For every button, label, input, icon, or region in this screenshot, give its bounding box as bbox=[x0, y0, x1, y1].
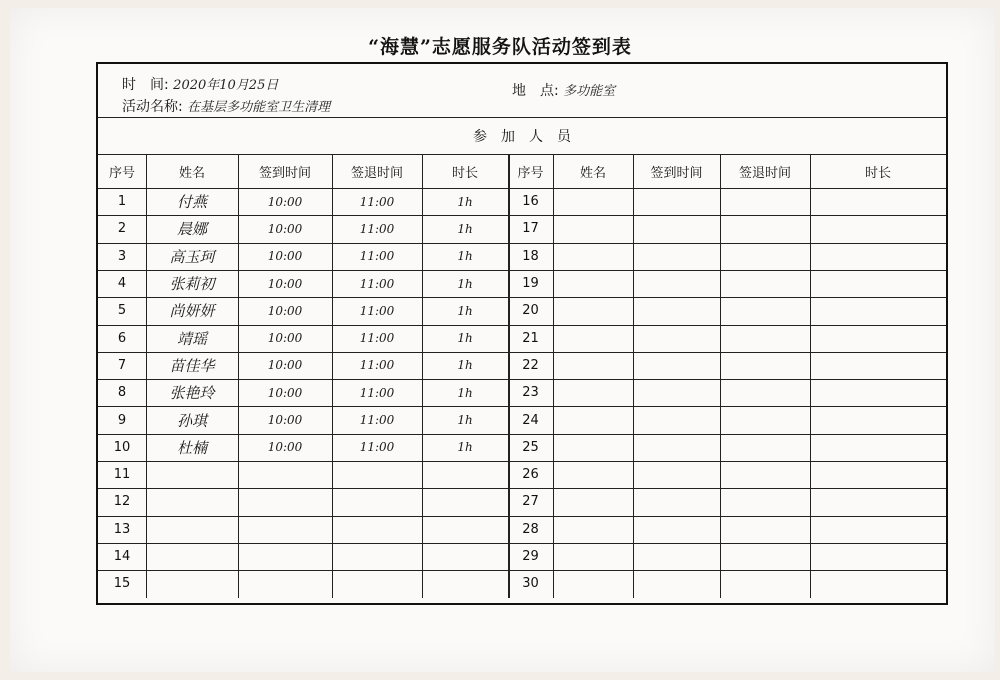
row-number: 11 bbox=[113, 467, 131, 483]
row-number: 22 bbox=[522, 357, 539, 373]
volunteer-name: 尚妍妍 bbox=[169, 302, 215, 321]
signout-time bbox=[332, 516, 422, 543]
signin-time: 10:00 bbox=[267, 276, 303, 291]
row-number: 5 bbox=[117, 303, 127, 319]
volunteer-name: 苗佳华 bbox=[169, 356, 215, 375]
volunteer-name bbox=[146, 488, 238, 515]
row-number: 12 bbox=[113, 494, 131, 510]
duration: 1h bbox=[457, 385, 473, 400]
column-header: 姓名 bbox=[579, 165, 606, 181]
signin-time: 10:00 bbox=[267, 440, 303, 455]
duration: 1h bbox=[457, 358, 473, 373]
volunteer-name: 靖瑶 bbox=[176, 329, 207, 348]
signin-time bbox=[238, 516, 332, 543]
signout-time bbox=[332, 461, 422, 488]
location-field bbox=[512, 80, 615, 100]
activity-value: 在基层多功能室卫生清理 bbox=[187, 100, 331, 115]
row-number: 24 bbox=[522, 412, 539, 428]
time-label: 时 间: bbox=[122, 77, 169, 93]
signout-time: 11:00 bbox=[359, 303, 395, 318]
form-title: “海慧”志愿服务队活动签到表 bbox=[368, 36, 632, 58]
column-header: 姓名 bbox=[178, 165, 205, 181]
signout-time: 11:00 bbox=[359, 358, 395, 373]
row-number: 27 bbox=[522, 494, 539, 510]
volunteer-name bbox=[146, 543, 238, 570]
volunteer-name bbox=[146, 461, 238, 488]
duration: 1h bbox=[457, 413, 473, 428]
signin-time: 10:00 bbox=[267, 303, 303, 318]
volunteer-name bbox=[146, 570, 238, 597]
signin-time bbox=[238, 543, 332, 570]
volunteer-name: 付燕 bbox=[176, 193, 207, 212]
duration bbox=[422, 516, 508, 543]
duration: 1h bbox=[457, 194, 473, 209]
duration: 1h bbox=[457, 276, 473, 291]
row-number: 6 bbox=[117, 330, 127, 346]
row-number: 9 bbox=[117, 412, 127, 428]
volunteer-name: 晨娜 bbox=[176, 220, 207, 239]
row-number: 26 bbox=[522, 467, 539, 483]
row-number: 29 bbox=[522, 549, 539, 565]
activity-label: 活动名称: bbox=[122, 99, 183, 115]
row-number: 7 bbox=[117, 357, 127, 373]
signin-time: 10:00 bbox=[267, 249, 303, 264]
section-header: 参 加 人 员 bbox=[473, 129, 571, 145]
column-header: 序号 bbox=[517, 165, 544, 181]
column-divider bbox=[810, 154, 811, 598]
duration bbox=[422, 543, 508, 570]
time-field bbox=[122, 74, 278, 94]
signout-time: 11:00 bbox=[359, 276, 395, 291]
duration: 1h bbox=[457, 440, 473, 455]
signin-time bbox=[238, 461, 332, 488]
duration: 1h bbox=[457, 303, 473, 318]
column-header: 时长 bbox=[451, 165, 478, 181]
signout-time bbox=[332, 570, 422, 597]
volunteer-name bbox=[146, 516, 238, 543]
signout-time bbox=[332, 543, 422, 570]
volunteer-name: 张莉初 bbox=[169, 275, 215, 294]
signout-time: 11:00 bbox=[359, 249, 395, 264]
signin-table bbox=[96, 62, 948, 605]
row-number: 14 bbox=[113, 549, 131, 565]
column-divider bbox=[720, 154, 721, 598]
row-number: 18 bbox=[522, 248, 539, 264]
row-number: 25 bbox=[522, 439, 539, 455]
row-number: 15 bbox=[113, 576, 131, 592]
volunteer-name: 张艳玲 bbox=[169, 384, 215, 403]
signout-time bbox=[332, 488, 422, 515]
signin-time: 10:00 bbox=[267, 413, 303, 428]
signin-time: 10:00 bbox=[267, 194, 303, 209]
row-number: 30 bbox=[522, 576, 539, 592]
signout-time: 11:00 bbox=[359, 440, 395, 455]
signin-time: 10:00 bbox=[267, 221, 303, 236]
duration bbox=[422, 488, 508, 515]
time-value: 2020年10月25日 bbox=[173, 78, 279, 93]
column-divider bbox=[553, 154, 554, 598]
row-number: 19 bbox=[522, 276, 539, 292]
duration bbox=[422, 461, 508, 488]
signin-time: 10:00 bbox=[267, 331, 303, 346]
signout-time: 11:00 bbox=[359, 221, 395, 236]
duration: 1h bbox=[457, 249, 473, 264]
volunteer-name: 杜楠 bbox=[176, 438, 207, 457]
duration: 1h bbox=[457, 221, 473, 236]
row-number: 1 bbox=[117, 194, 127, 210]
row-number: 17 bbox=[522, 221, 539, 237]
volunteer-name: 孙琪 bbox=[176, 411, 207, 430]
column-header: 签到时间 bbox=[258, 165, 311, 181]
signout-time: 11:00 bbox=[359, 331, 395, 346]
row-number: 20 bbox=[522, 303, 539, 319]
row-number: 13 bbox=[113, 521, 131, 537]
volunteer-name: 高玉珂 bbox=[169, 247, 215, 266]
activity-field bbox=[122, 96, 330, 116]
row-number: 8 bbox=[117, 385, 127, 401]
signin-time bbox=[238, 570, 332, 597]
location-label: 地 点: bbox=[512, 83, 559, 99]
column-divider bbox=[633, 154, 634, 598]
column-header: 签退时间 bbox=[738, 165, 791, 181]
column-header: 签退时间 bbox=[350, 165, 403, 181]
column-header: 时长 bbox=[864, 165, 891, 181]
duration bbox=[422, 570, 508, 597]
duration: 1h bbox=[457, 331, 473, 346]
signout-time: 11:00 bbox=[359, 385, 395, 400]
row-number: 4 bbox=[117, 276, 127, 292]
row-number: 28 bbox=[522, 521, 539, 537]
signout-time: 11:00 bbox=[359, 413, 395, 428]
signout-time: 11:00 bbox=[359, 194, 395, 209]
signin-time: 10:00 bbox=[267, 358, 303, 373]
column-header: 序号 bbox=[108, 165, 135, 181]
row-number: 3 bbox=[117, 248, 127, 264]
row-number: 16 bbox=[522, 194, 539, 210]
signin-time: 10:00 bbox=[267, 385, 303, 400]
row-number: 23 bbox=[522, 385, 539, 401]
row-number: 2 bbox=[117, 221, 127, 237]
row-number: 21 bbox=[522, 330, 539, 346]
location-value: 多功能室 bbox=[563, 84, 616, 99]
column-header: 签到时间 bbox=[650, 165, 703, 181]
row-number: 10 bbox=[113, 439, 131, 455]
signin-time bbox=[238, 488, 332, 515]
